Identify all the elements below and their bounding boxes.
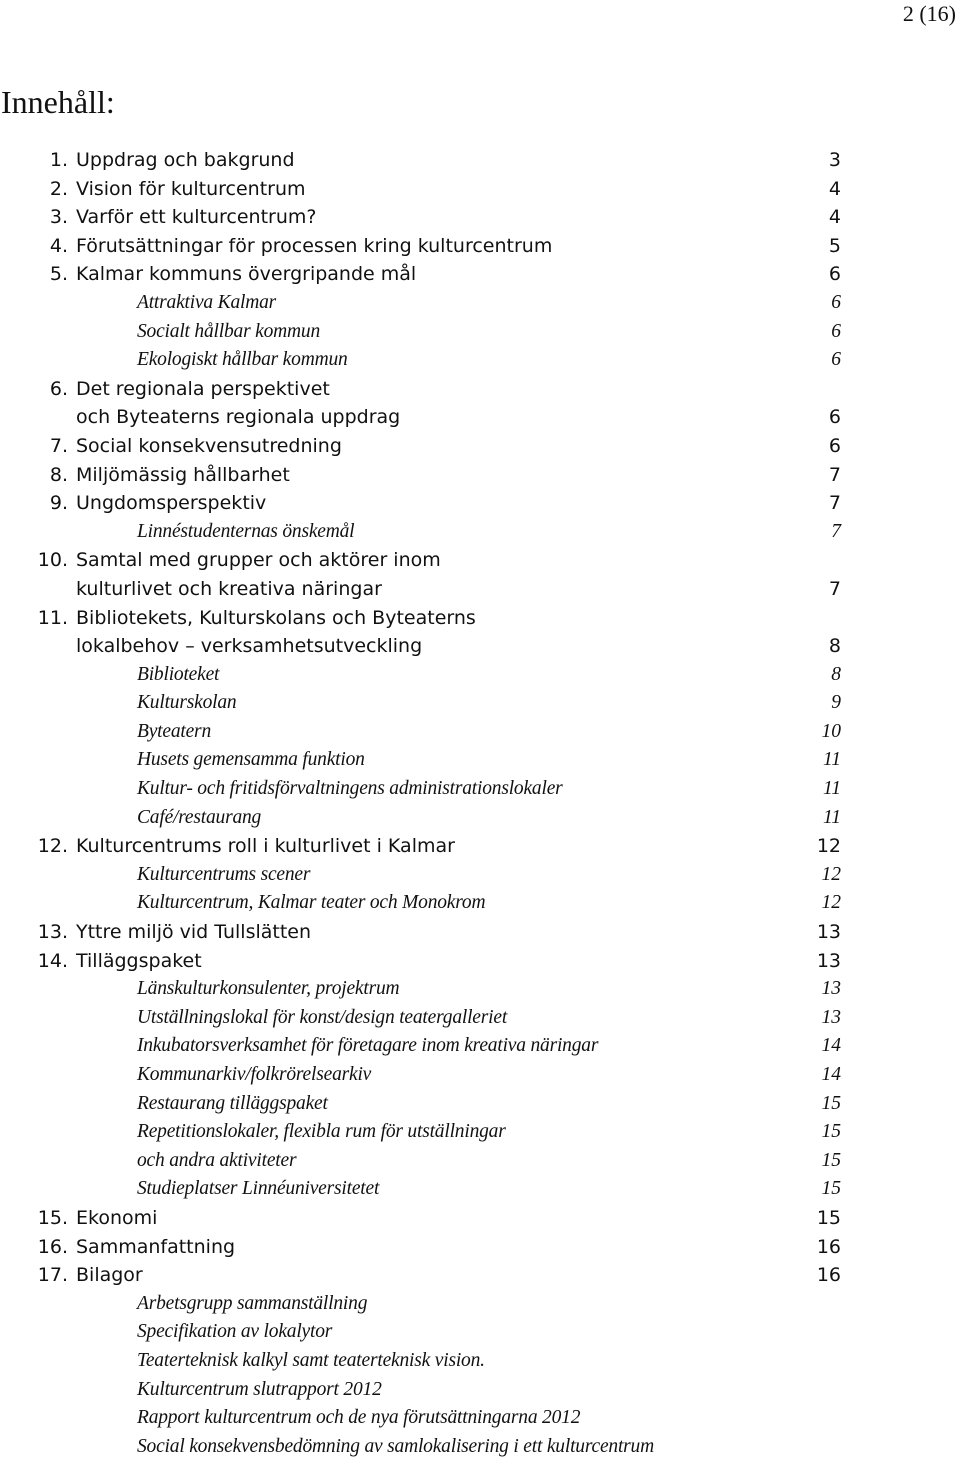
toc-entry-title: och Byteaterns regionala uppdrag bbox=[76, 406, 401, 429]
toc-entry-page: 8 bbox=[831, 663, 841, 685]
toc-entry-page: 13 bbox=[821, 978, 841, 1000]
toc-entry[interactable] bbox=[0, 689, 960, 718]
toc-entry[interactable] bbox=[0, 489, 960, 518]
table-of-contents bbox=[0, 146, 960, 1461]
toc-entry-title: Tilläggspaket bbox=[76, 949, 202, 972]
toc-entry-title: Länskulturkonsulenter, projektrum bbox=[137, 978, 400, 1000]
toc-entry[interactable] bbox=[0, 918, 960, 947]
toc-entry-title: Husets gemensamma funktion bbox=[137, 749, 365, 771]
toc-entry[interactable] bbox=[0, 1433, 960, 1462]
toc-entry[interactable] bbox=[0, 661, 960, 690]
toc-entry-title: Kulturcentrum slutrapport 2012 bbox=[137, 1378, 382, 1400]
toc-entry-title: Biblioteket bbox=[137, 663, 220, 685]
toc-entry-title: Kommunarkiv/folkrörelsearkiv bbox=[137, 1064, 372, 1085]
toc-entry-title: Rapport kulturcentrum och de nya förutsättningarna 2012 bbox=[137, 1407, 581, 1429]
toc-entry[interactable] bbox=[0, 432, 960, 461]
toc-entry[interactable] bbox=[0, 260, 960, 289]
toc-entry-title: kulturlivet och kreativa näringar bbox=[76, 577, 382, 600]
toc-entry-title: Miljömässig hållbarhet bbox=[76, 463, 290, 486]
toc-entry-title: Specifikation av lokalytor bbox=[137, 1321, 333, 1343]
toc-heading: Innehåll: bbox=[1, 84, 115, 120]
toc-entry[interactable] bbox=[0, 575, 960, 604]
toc-entry-page: 6 bbox=[828, 406, 841, 429]
toc-entry-page: 7 bbox=[828, 492, 841, 515]
toc-entry-number: 8. bbox=[49, 463, 68, 486]
toc-entry-title: Kulturcentrums roll i kulturlivet i Kalmar bbox=[76, 835, 455, 858]
toc-entry[interactable] bbox=[0, 775, 960, 804]
toc-entry[interactable] bbox=[0, 1147, 960, 1176]
toc-entry[interactable] bbox=[0, 889, 960, 918]
toc-entry[interactable] bbox=[0, 861, 960, 890]
toc-entry-number: 13. bbox=[37, 921, 68, 944]
toc-entry[interactable] bbox=[0, 804, 960, 833]
toc-entry-page: 12 bbox=[816, 835, 841, 858]
toc-entry[interactable] bbox=[0, 832, 960, 861]
toc-entry-page: 8 bbox=[828, 635, 841, 658]
toc-entry[interactable] bbox=[0, 175, 960, 204]
toc-entry-page: 7 bbox=[831, 520, 841, 542]
page-number: 2 (16) bbox=[902, 1, 956, 26]
toc-entry-title: Attraktiva Kalmar bbox=[137, 291, 277, 313]
toc-entry-title: Restaurang tilläggspaket bbox=[137, 1092, 328, 1114]
toc-entry-number: 15. bbox=[37, 1206, 68, 1229]
toc-entry-page: 4 bbox=[828, 177, 841, 200]
toc-entry-title: Utställningslokal för konst/design teatergalleriet bbox=[137, 1006, 508, 1028]
toc-entry-number: 16. bbox=[37, 1235, 68, 1258]
toc-entry-number: 3. bbox=[49, 206, 68, 229]
toc-entry-number: 2. bbox=[49, 177, 68, 200]
toc-entry[interactable] bbox=[0, 1376, 960, 1405]
toc-entry-page: 16 bbox=[816, 1264, 841, 1287]
toc-entry-title: Ekologiskt hållbar kommun bbox=[137, 349, 348, 371]
toc-entry-page: 15 bbox=[821, 1149, 841, 1171]
toc-entry-title: Uppdrag och bakgrund bbox=[76, 149, 295, 171]
toc-entry[interactable] bbox=[0, 203, 960, 232]
toc-entry-title: Social konsekvensutredning bbox=[76, 434, 342, 457]
toc-entry-page: 15 bbox=[821, 1178, 841, 1200]
toc-entry-page: 4 bbox=[828, 206, 841, 229]
toc-entry-number: 11. bbox=[37, 606, 68, 629]
toc-entry-title: Byteatern bbox=[137, 720, 212, 742]
toc-entry-title: Bilagor bbox=[76, 1264, 143, 1287]
toc-entry-title: Samtal med grupper och aktörer inom bbox=[76, 549, 441, 572]
toc-entry-title: Social konsekvensbedömning av samlokalisering i ett kulturcentrum bbox=[137, 1435, 654, 1457]
toc-entry-page: 7 bbox=[828, 577, 841, 600]
toc-entry-page: 6 bbox=[831, 320, 841, 342]
toc-entry-number: 14. bbox=[37, 949, 68, 972]
toc-entry-page: 6 bbox=[831, 349, 841, 371]
toc-entry[interactable] bbox=[0, 461, 960, 490]
toc-entry-title: Socialt hållbar kommun bbox=[137, 320, 321, 342]
toc-entry-page: 7 bbox=[828, 463, 841, 486]
toc-entry-number: 5. bbox=[49, 263, 68, 286]
toc-entry-number: 12. bbox=[37, 835, 68, 858]
toc-entry[interactable] bbox=[0, 546, 960, 575]
toc-entry-title: Repetitionslokaler, flexibla rum för utställningar bbox=[137, 1121, 506, 1143]
toc-entry-title: Sammanfattning bbox=[76, 1235, 236, 1258]
toc-entry-page: 11 bbox=[822, 778, 841, 800]
toc-entry[interactable] bbox=[0, 1175, 960, 1204]
toc-entry-page: 14 bbox=[821, 1064, 841, 1085]
toc-entry-number: 17. bbox=[37, 1264, 68, 1287]
toc-entry-page: 16 bbox=[816, 1235, 841, 1258]
toc-entry-title: Yttre miljö vid Tullslätten bbox=[76, 921, 312, 944]
toc-entry-page: 12 bbox=[821, 892, 841, 914]
toc-entry-page: 15 bbox=[821, 1121, 841, 1143]
toc-entry[interactable] bbox=[0, 1233, 960, 1262]
toc-entry[interactable] bbox=[0, 375, 960, 404]
toc-entry-page: 6 bbox=[828, 263, 841, 286]
toc-entry-page: 6 bbox=[831, 291, 841, 313]
toc-entry-title: Förutsättningar för processen kring kulturcentrum bbox=[76, 234, 553, 257]
toc-entry-title: Bibliotekets, Kulturskolans och Byteaterns bbox=[76, 606, 476, 629]
toc-entry[interactable] bbox=[0, 146, 960, 175]
toc-entry-number: 10. bbox=[37, 549, 68, 572]
toc-entry[interactable] bbox=[0, 1318, 960, 1347]
toc-entry[interactable] bbox=[0, 604, 960, 633]
toc-entry-title: Det regionala perspektivet bbox=[76, 377, 330, 400]
toc-entry[interactable] bbox=[0, 718, 960, 747]
toc-entry[interactable] bbox=[0, 1032, 960, 1061]
toc-entry[interactable] bbox=[0, 1347, 960, 1376]
toc-entry-page: 5 bbox=[828, 234, 841, 257]
toc-entry-title: Kalmar kommuns övergripande mål bbox=[76, 263, 417, 286]
toc-entry-title: Varför ett kulturcentrum? bbox=[76, 206, 317, 229]
toc-entry-page: 13 bbox=[816, 921, 841, 944]
toc-entry-number: 7. bbox=[49, 434, 68, 457]
toc-entry[interactable] bbox=[0, 1061, 960, 1090]
toc-entry[interactable] bbox=[0, 947, 960, 976]
toc-entry-page: 13 bbox=[821, 1006, 841, 1028]
toc-entry-title: Café/restaurang bbox=[137, 806, 262, 828]
toc-entry[interactable] bbox=[0, 632, 960, 661]
toc-entry[interactable] bbox=[0, 1090, 960, 1119]
toc-entry[interactable] bbox=[0, 1404, 960, 1433]
toc-entry-number: 1. bbox=[49, 149, 68, 171]
toc-entry-page: 11 bbox=[822, 806, 841, 828]
toc-entry-page: 11 bbox=[822, 749, 841, 771]
toc-entry-title: Ekonomi bbox=[76, 1206, 158, 1229]
toc-entry[interactable] bbox=[0, 232, 960, 261]
toc-entry[interactable] bbox=[0, 975, 960, 1004]
toc-entry-title: Studieplatser Linnéuniversitetet bbox=[137, 1178, 380, 1200]
toc-entry-title: Kulturcentrums scener bbox=[137, 863, 311, 885]
toc-entry-page: 10 bbox=[821, 720, 841, 742]
toc-entry-page: 12 bbox=[821, 863, 841, 885]
toc-entry-number: 6. bbox=[49, 377, 68, 400]
toc-entry-page: 14 bbox=[821, 1035, 841, 1057]
toc-entry-page: 6 bbox=[828, 434, 841, 457]
toc-entry-title: Kulturskolan bbox=[137, 692, 237, 714]
toc-entry-title: Linnéstudenternas önskemål bbox=[137, 520, 355, 542]
toc-entry[interactable] bbox=[0, 746, 960, 775]
toc-entry-number: 4. bbox=[49, 234, 68, 257]
toc-entry-page: 13 bbox=[816, 949, 841, 972]
toc-entry[interactable] bbox=[0, 1204, 960, 1233]
toc-entry-title: Inkubatorsverksamhet för företagare inom kreativa näringar bbox=[137, 1035, 599, 1057]
toc-entry[interactable] bbox=[0, 1261, 960, 1290]
toc-entry[interactable] bbox=[0, 289, 960, 318]
toc-entry-title: Ungdomsperspektiv bbox=[76, 492, 267, 515]
toc-entry-title: Arbetsgrupp sammanställning bbox=[137, 1292, 368, 1314]
toc-entry[interactable] bbox=[0, 518, 960, 547]
toc-entry-title: och andra aktiviteter bbox=[137, 1149, 297, 1171]
toc-entry[interactable] bbox=[0, 403, 960, 432]
toc-entry-title: Vision för kulturcentrum bbox=[76, 177, 306, 200]
toc-entry-page: 15 bbox=[821, 1092, 841, 1114]
toc-entry[interactable] bbox=[0, 1004, 960, 1033]
toc-entry-page: 15 bbox=[816, 1206, 841, 1229]
toc-entry[interactable] bbox=[0, 346, 960, 375]
toc-entry[interactable] bbox=[0, 1118, 960, 1147]
toc-entry-number: 9. bbox=[49, 492, 68, 515]
toc-entry-title: Teaterteknisk kalkyl samt teaterteknisk vision. bbox=[137, 1349, 485, 1371]
toc-entry[interactable] bbox=[0, 1290, 960, 1319]
toc-entry-title: lokalbehov – verksamhetsutveckling bbox=[76, 635, 423, 658]
toc-entry-title: Kultur- och fritidsförvaltningens administrationslokaler bbox=[137, 778, 563, 800]
toc-entry[interactable] bbox=[0, 318, 960, 347]
toc-entry-page: 3 bbox=[828, 149, 841, 171]
toc-entry-page: 9 bbox=[831, 692, 841, 714]
toc-entry-title: Kulturcentrum, Kalmar teater och Monokrom bbox=[137, 892, 486, 914]
